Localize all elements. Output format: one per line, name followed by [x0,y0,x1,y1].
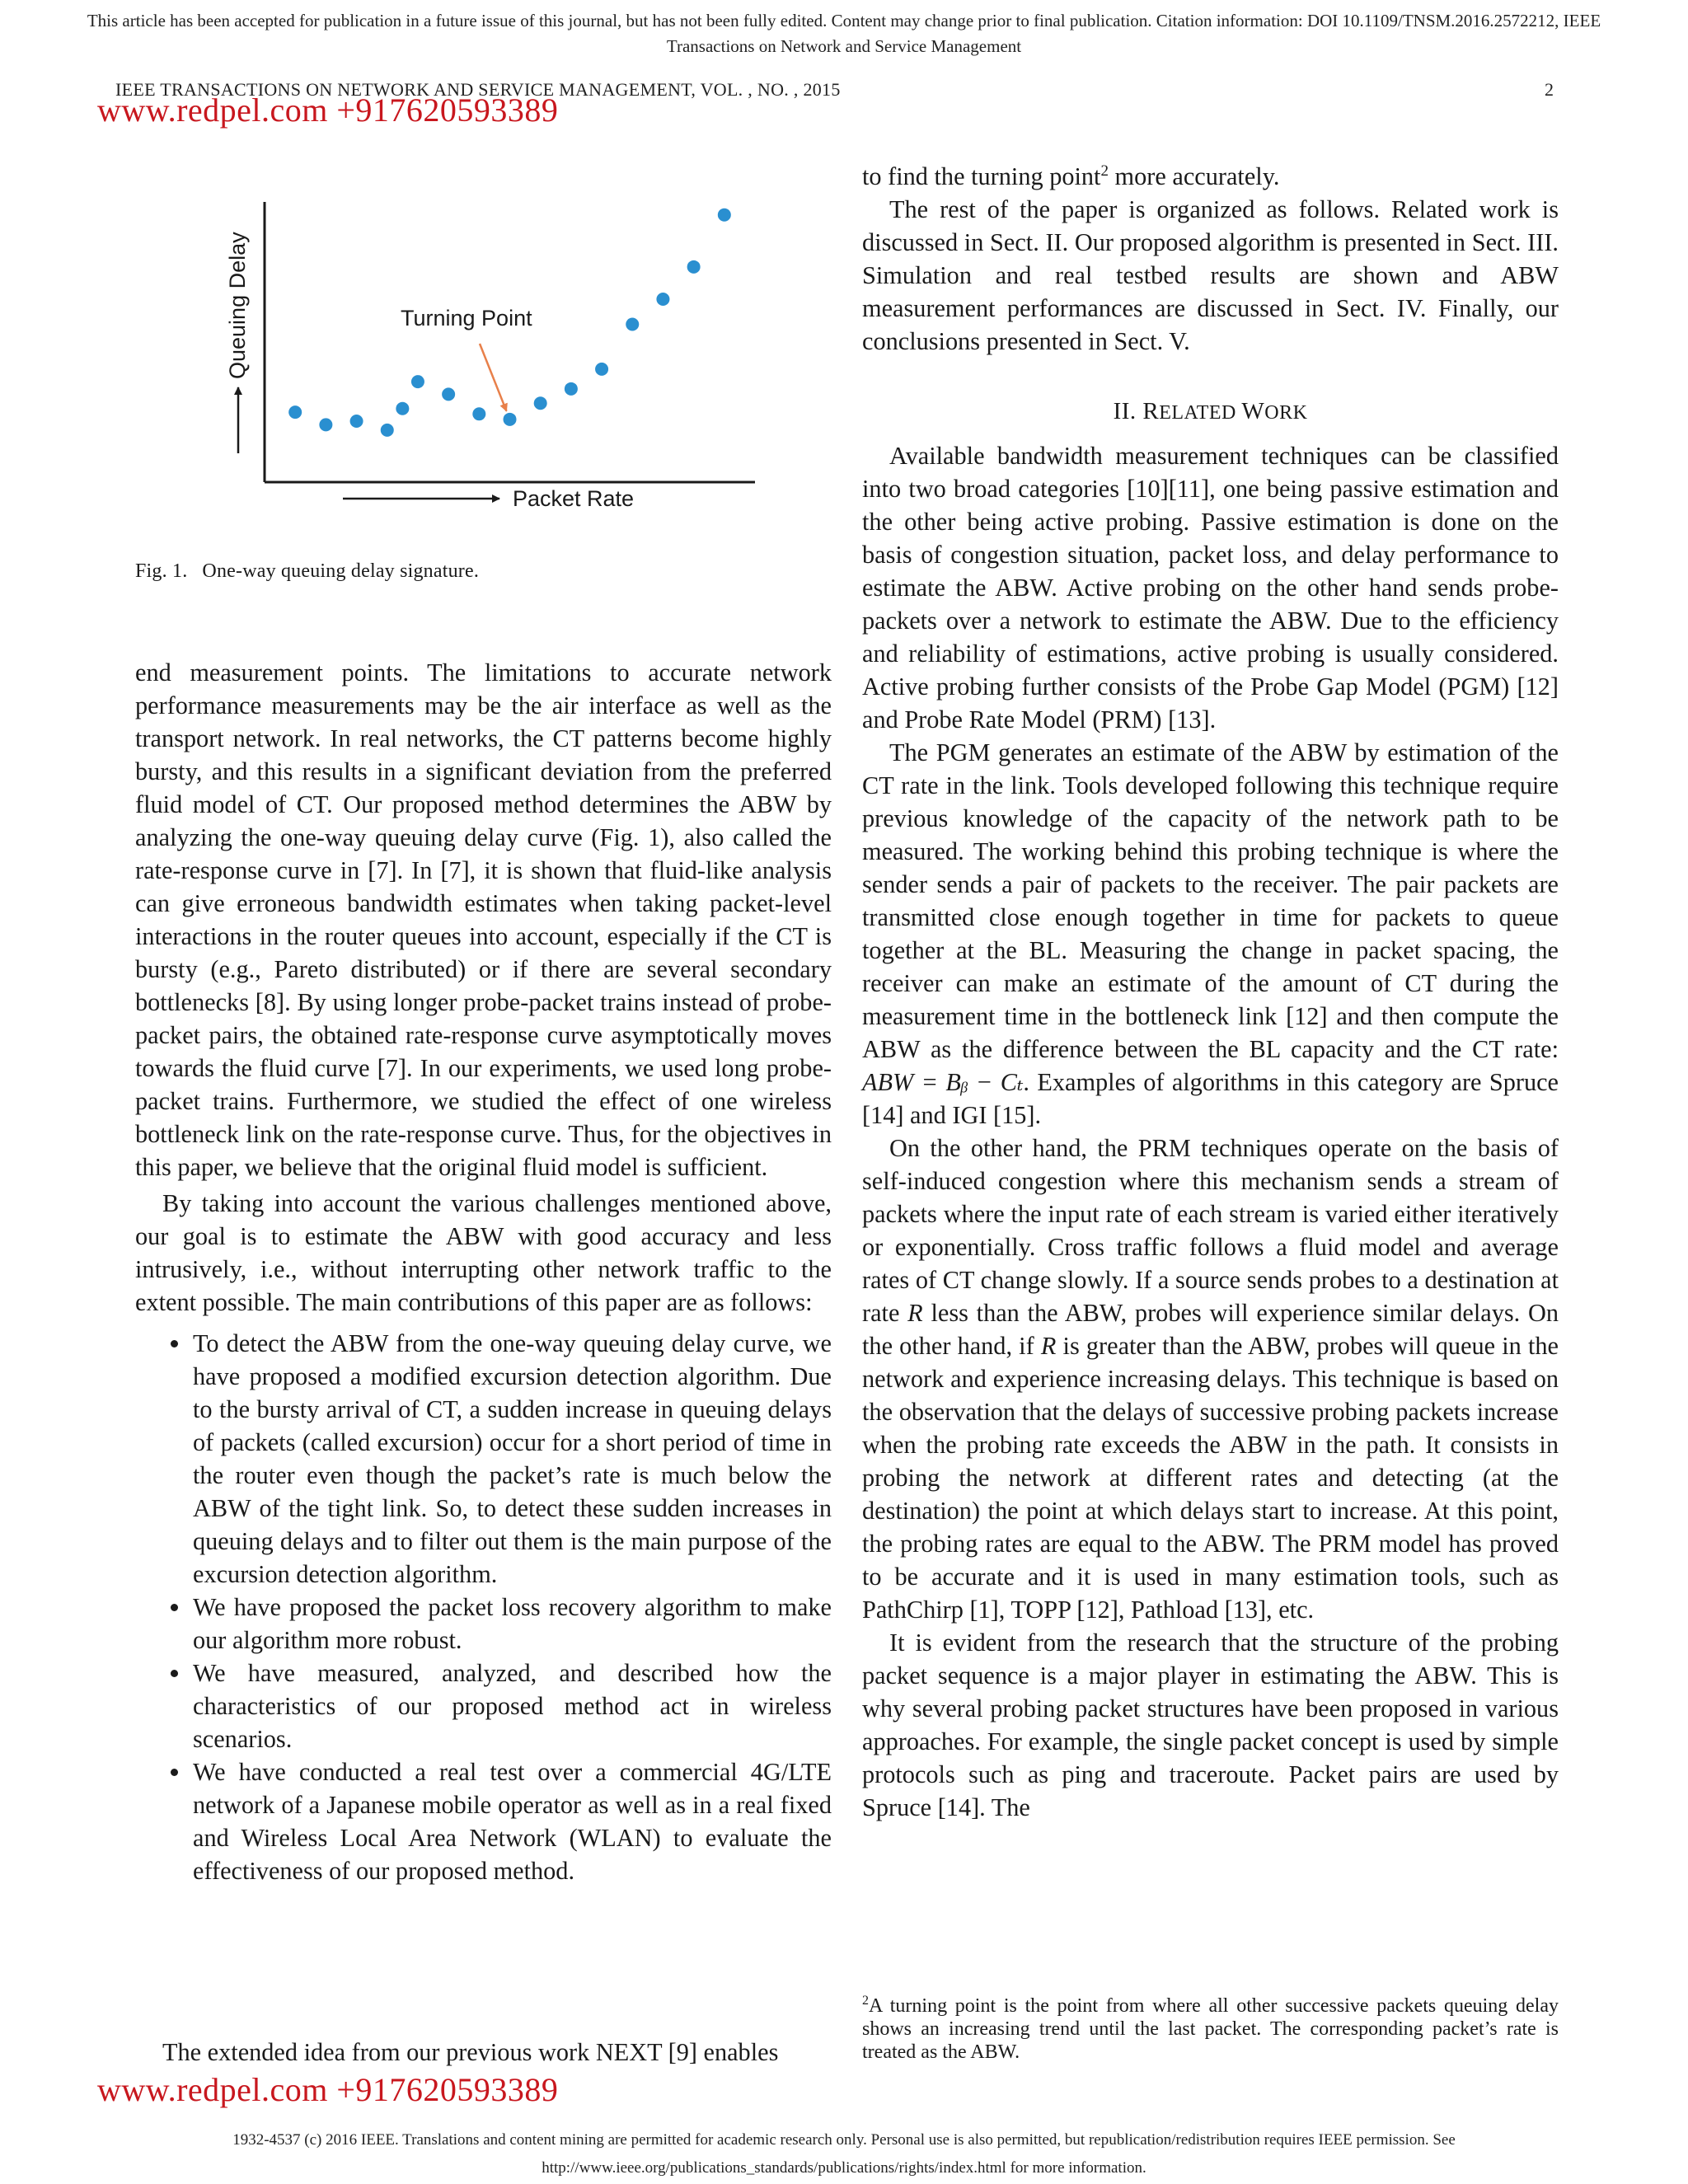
data-point [656,293,669,306]
left-paragraph-1: end measurement points. The limitations to accurate network performance measurements may be the air interface as well as the transport network. In real networks, the CT patterns become highly bursty, and this results in a significant deviation from the preferred fluid model of CT. Our proposed method determines the ABW by analyzing the one-way queuing delay curve (Fig. 1), also called the rate-response curve in [7]. In [7], it is shown that fluid-like analysis can give erroneous bandwidth estimates when taking packet-level interactions in the router queues into account, especially if the CT is bursty (e.g., Pareto distributed) or if there are several secondary bottlenecks [8]. By using longer probe-packet trains instead of probe-packet pairs, the obtained rate-response curve asymptotically moves towards the fluid curve [7]. In our experiments, we used long probe-packet trains. Furthermore, we studied the effect of one wireless bottleneck link on the rate-response curve. Thus, for the objectives in this paper, we believe that the original fluid model is sufficient. [135,658,832,1181]
watermark-top: www.redpel.com +917620593389 [97,91,559,129]
running-head: IEEE TRANSACTIONS ON NETWORK AND SERVICE MANAGEMENT, VOL. , NO. , 2015 [115,79,841,100]
figure-caption-text: One-way queuing delay signature. [202,560,480,582]
footnote [862,1990,1559,2064]
right-column [862,155,1559,1824]
turning-point-label: Turning Point [401,306,532,330]
turning-point-arrow [480,344,507,411]
section-title-elated: ELATED [1159,402,1242,424]
footnote-ref-2: 2 [1100,162,1109,180]
footnote-text: A turning point is the point from where all other successive packets queuing delay shows an increasing trend until the last packet. The corresponding packet’s rate is treated as the ABW. [862,1995,1559,2063]
y-axis-label: Queuing Delay [225,232,250,379]
right-paragraph-0 [862,155,1559,193]
page-number: 2 [1545,79,1554,100]
abw-equation: ABW = Bᵦ − Cₜ [862,1068,1024,1097]
figure-1 [135,161,778,532]
right-paragraph-1: The rest of the paper is organized as follows. Related work is discussed in Sect. II. Our proposed algorithm is presented in Sect. III. Simulation and real testbed results are shown and ABW measurement performances are discussed in Sect. IV. Finally, our conclusions presented in Sect. V. [862,195,1559,356]
section-number: II. [1113,398,1137,425]
contribution-item: • We have measured, analyzed, and described how the characteristics of our proposed method act in wireless scenarios. [191,1657,832,1755]
banner-line-2: Transactions on Network and Service Management [666,36,1022,56]
data-point [718,209,731,222]
section-title-ork: ORK [1264,402,1308,424]
rate-symbol: R [1040,1332,1057,1361]
copyright-footer [99,2126,1589,2182]
right-p4-b: less than the ABW, probes will experience similar delays. On the other hand, if [862,1299,1559,1361]
section-title-r: R [1142,398,1160,425]
data-point [411,375,424,388]
section-heading-related-work [862,395,1559,429]
data-point [626,317,639,330]
footer-line-1: 1932-4537 (c) 2016 IEEE. Translations and content mining are permitted for academic research only. Personal use is also permitted, but republication/redistribution requires IEEE permission. See [232,2131,1456,2149]
data-point [396,402,409,415]
watermark-bottom: www.redpel.com +917620593389 [97,2071,559,2108]
contribution-item: • To detect the ABW from the one-way queuing delay curve, we have proposed a modified excursion detection algorithm. Due to the bursty arrival of CT, a sudden increase in queuing delays of packets (called excursion) occur for a short period of time in the router even though the packet’s rate is much below the ABW of the tight link. So, to detect these sudden increases in queuing delays and to filter out them is the main purpose of the excursion detection algorithm. [191,1327,832,1591]
right-paragraph-2: Available bandwidth measurement techniques can be classified into two broad categories [10][11], one being passive estimation and the other being active probing. Passive estimation is done on the basis of congestion situation, packet loss, and delay performance to estimate the ABW. Active probing on the other hand sends probe-packets over a network to estimate the ABW. Due to the efficiency and reliability of estimations, active probing is usually considered. Active probing further consists of the Probe Gap Model (PGM) [12] and Probe Rate Model (PRM) [13]. [862,442,1559,734]
data-point [595,363,608,376]
data-point [687,260,701,274]
right-p0-pre: to find the turning point [862,162,1101,191]
data-point [534,396,547,410]
data-point [288,405,302,419]
right-p3-b: . Examples of algorithms in this category are Spruce [14] and IGI [15]. [862,1068,1559,1130]
x-axis-label: Packet Rate [513,486,635,511]
banner-line-1: This article has been accepted for publication in a future issue of this journal, but has not been fully edited. Content may change prior to final publication. Citation information: DOI 10.1109/TNSM.2016.2572212, IEEE [87,11,1601,30]
figure-1-chart [135,161,778,532]
data-point [565,382,578,396]
right-p4-a: On the other hand, the PRM techniques operate on the basis of self-induced congestion where this mechanism sends a stream of packets where the input rate of each stream is varied either iteratively or exponentially. Cross traffic follows a fluid model and average rates of CT change slowly. If a source sends probes to a destination at rate [862,1134,1559,1328]
right-paragraph-4 [862,1132,1559,1626]
contributions-list [135,1327,832,1887]
figure-caption [135,560,479,583]
right-p4-c: is greater than the ABW, probes will queue in the network and experience increasing delays. This technique is based on the observation that the delays of successive probing packets increase when the probing rate exceeds the ABW in the path. It consists in probing the network at different rates and detecting (at the destination) the point at which delays start to increase. At this point, the probing rates are equal to the ABW. The PRM model has proved to be accurate and it is used in many estimation tools, such as PathChirp [1], TOPP [12], Pathload [13], etc. [862,1332,1559,1624]
figure-caption-number: Fig. 1. [135,560,188,582]
contribution-item: • We have proposed the packet loss recovery algorithm to make our algorithm more robust. [191,1591,832,1657]
right-paragraph-3 [862,736,1559,1132]
section-title-w: W [1241,398,1265,425]
publication-banner [33,8,1655,59]
data-point [504,413,517,426]
left-column [135,656,832,1894]
left-paragraph-2: By taking into account the various challenges mentioned above, our goal is to estimate the ABW with good accuracy and less intrusively, i.e., without interrupting other network traffic to the extent possible. The main contributions of this paper are as follows: [135,1189,832,1316]
right-paragraph-5: It is evident from the research that the structure of the probing packet sequence is a major player in estimating the ABW. This is why several probing packet structures have been proposed in various approaches. For example, the single packet concept is used by simple protocols such as ping and traceroute. Packet pairs are used by Spruce [14]. The [862,1629,1559,1822]
rate-symbol: R [907,1299,923,1328]
data-point [381,424,394,437]
data-point [442,387,455,401]
data-point [319,418,332,431]
left-paragraph-3: The extended idea from our previous work NEXT [9] enables [162,2038,779,2066]
contribution-item: • We have conducted a real test over a commercial 4G/LTE network of a Japanese mobile operator as well as in a real fixed and Wireless Local Area Network (WLAN) to evaluate the effectiveness of our proposed method. [191,1755,832,1887]
right-p0-post: more accurately. [1108,162,1280,191]
footnote-mark: 2 [862,1994,869,2008]
data-point [472,407,485,420]
footer-line-2: http://www.ieee.org/publications_standards/publications/rights/index.html for more information. [542,2159,1146,2177]
data-point [350,415,363,428]
right-p3-a: The PGM generates an estimate of the ABW by estimation of the CT rate in the link. Tools developed following this technique require previous knowledge of the capacity of the network path to be measured. The working behind this probing technique is where the sender sends a pair of packets to the receiver. The pair packets are transmitted close enough together in time for packets to queue together at the BL. Measuring the change in packet spacing, the receiver can make an estimate of the amount of CT during the measurement time in the bottleneck link [12] and then compute the ABW as the difference between the BL capacity and the CT rate: [862,738,1559,1064]
